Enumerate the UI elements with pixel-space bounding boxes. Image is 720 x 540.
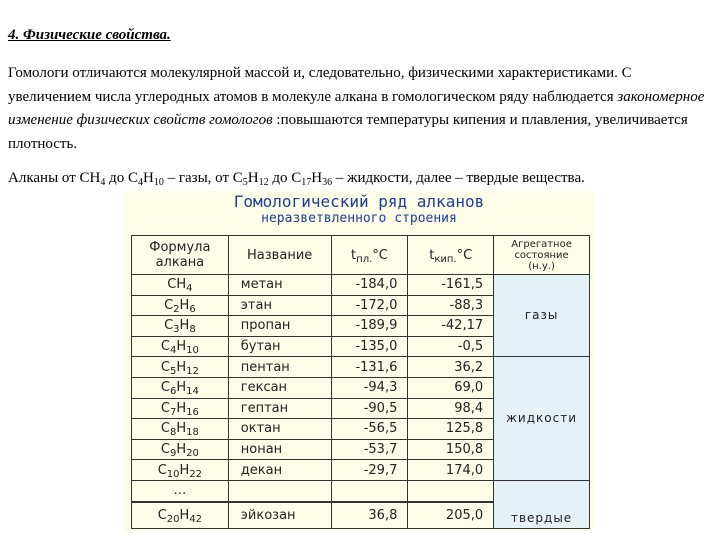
name-cell: декан	[228, 460, 331, 481]
header-formula: Формула алкана	[132, 236, 229, 275]
table-row	[132, 275, 590, 296]
name-cell: гептан	[228, 398, 331, 419]
paragraph-text: Гомологи отличаются молекулярной массой и, следовательно, физическими характеристиками. С увеличением числа углеродных атомов в молекуле алкана в гомологическом ряду наблюдается	[8, 65, 632, 105]
table-row	[132, 357, 590, 378]
intro-paragraph	[8, 62, 708, 156]
name-cell: октан	[228, 419, 331, 440]
melting-point-cell	[331, 480, 408, 501]
boiling-point-cell: -88,3	[408, 295, 494, 316]
boiling-point-cell: 150,8	[408, 439, 494, 460]
name-cell: нонан	[228, 439, 331, 460]
name-cell: этан	[228, 295, 331, 316]
boiling-point-cell: -161,5	[408, 275, 494, 296]
name-cell: эйкозан	[228, 502, 331, 529]
header-name: Название	[228, 236, 331, 275]
melting-point-cell: -29,7	[331, 460, 408, 481]
boiling-point-cell: 36,2	[408, 357, 494, 378]
name-cell: гексан	[228, 377, 331, 398]
table-title: Гомологический ряд алканов	[233, 192, 485, 211]
table-row	[132, 480, 590, 501]
melting-point-cell: -135,0	[331, 336, 408, 357]
boiling-point-cell: 125,8	[408, 419, 494, 440]
formula-cell: $C_7H_{16}$	[132, 398, 229, 419]
formula-cell: $C_5H_{12}$	[132, 357, 229, 378]
name-cell: пропан	[228, 316, 331, 337]
formula-cell: $C_3H_8$	[132, 316, 229, 337]
alkanes-table	[131, 235, 590, 529]
table-subtitle: неразветвленного строения	[261, 211, 457, 226]
state-gas: газы	[494, 275, 590, 357]
formula-cell: …	[132, 480, 229, 501]
melting-point-cell: -56,5	[331, 419, 408, 440]
formula-cell: $C_{20}H_{42}$	[132, 502, 229, 529]
melting-point-cell: -53,7	[331, 439, 408, 460]
boiling-point-cell: 205,0	[408, 502, 494, 529]
boiling-point-cell: -0,5	[408, 336, 494, 357]
table-body	[132, 275, 590, 529]
state-solid: твердые	[494, 480, 590, 528]
alkanes-summary: Алканы от $CH_4$ до $C_4H_{10}$ – газы, от $C_5H_{12}$ до $C_{17}H_{36}$ – жидкости, далее – твердые вещества.	[8, 170, 585, 188]
formula-cell: $CH_4$	[132, 275, 229, 296]
melting-point-cell: -172,0	[331, 295, 408, 316]
homologous-series-panel	[124, 191, 594, 531]
melting-point-cell: -90,5	[331, 398, 408, 419]
name-cell: метан	[228, 275, 331, 296]
boiling-point-cell: -42,17	[408, 316, 494, 337]
formula-cell: $C_6H_{14}$	[132, 377, 229, 398]
formula-cell: $C_2H_6$	[132, 295, 229, 316]
formula-cell: $C_8H_{18}$	[132, 419, 229, 440]
header-melting-point: $t_{пл.}^\circ C$	[331, 236, 408, 275]
name-cell: бутан	[228, 336, 331, 357]
formula-cell: $C_9H_{20}$	[132, 439, 229, 460]
boiling-point-cell	[408, 480, 494, 501]
melting-point-cell: -184,0	[331, 275, 408, 296]
header-state: Агрегатное состояние (н.у.)	[494, 236, 590, 275]
name-cell: пентан	[228, 357, 331, 378]
paragraph-text-end: :повышаются температуры кипения и плавления, увеличивается плотность.	[8, 112, 688, 152]
name-cell	[228, 480, 331, 501]
melting-point-cell: -131,6	[331, 357, 408, 378]
boiling-point-cell: 98,4	[408, 398, 494, 419]
table-header-row	[132, 236, 590, 275]
melting-point-cell: -94,3	[331, 377, 408, 398]
paragraph-emphasis: закономерное изменение физических свойств гомологов	[8, 88, 705, 128]
boiling-point-cell: 69,0	[408, 377, 494, 398]
melting-point-cell: 36,8	[331, 502, 408, 529]
state-liquid: жидкости	[494, 357, 590, 481]
formula-cell: $C_4H_{10}$	[132, 336, 229, 357]
melting-point-cell: -189,9	[331, 316, 408, 337]
formula-cell: $C_{10}H_{22}$	[132, 460, 229, 481]
header-boiling-point: $t_{кип.}^\circ C$	[408, 236, 494, 275]
boiling-point-cell: 174,0	[408, 460, 494, 481]
section-heading: 4. Физические свойства.	[8, 27, 171, 43]
